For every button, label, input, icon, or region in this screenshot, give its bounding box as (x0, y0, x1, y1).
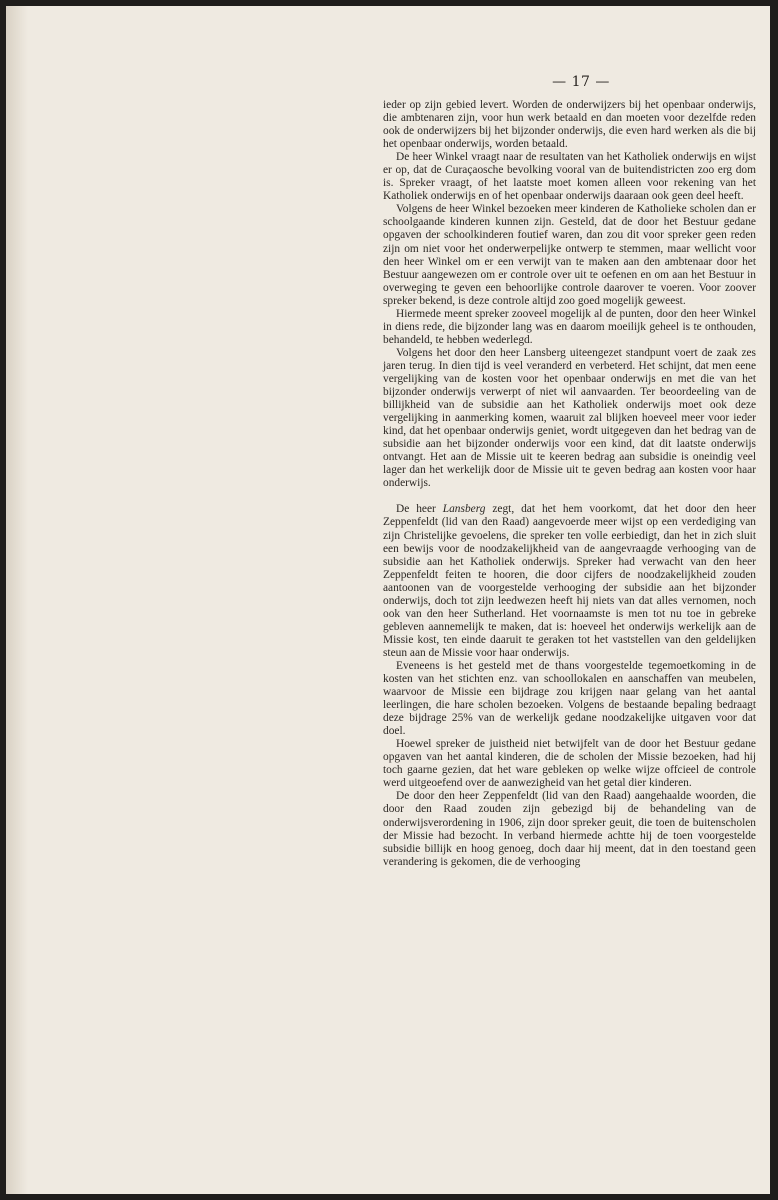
paragraph: Hiermede meent spreker zooveel mogelijk al de punten, door den heer Winkel in diens rede, die bijzonder lang was en daarom moeilijk geheel is te onthouden, behandeld, te hebben wederlegd. (383, 307, 756, 346)
paragraph: Volgens de heer Winkel bezoeken meer kinderen de Katholieke scholen dan er schoolgaande kinderen kunnen zijn. Gesteld, dat de door het Bestuur gedane opgaven der schoolkinderen foutief waren, dan zou dit voor spreker geen reden zijn om niet voor het onderwerpelijke ontwerp te stemmen, maar wellicht voor den heer Winkel om er een verwijt van te maken aan den ambtenaar door het Bestuur aangewezen om er controle over uit te oefenen en om aan het Bestuur in overweging te geven een behoorlijke controle daarover te voeren. Voor zoover spreker bekend, is deze controle altijd zoo goed mogelijk geweest. (383, 203, 756, 307)
paragraph: Eveneens is het gesteld met de thans voorgestelde tegemoetkoming in de kosten van het stichten enz. van schoollokalen en aanschaffen van meubelen, waarvoor de Missie een bijdrage zou krijgen naar gelang van het aantal leerlingen, die hare scholen bezoeken. Volgens de bestaande bepaling bedraagt deze bijdrage 25% van de werkelijk gedane noodzakelijke uitgaven voor dat doel. (383, 659, 756, 738)
paragraph: Hoewel spreker de juistheid niet betwijfelt van de door het Bestuur gedane opgaven van het aantal kinderen, die de scholen der Missie bezoeken, had hij toch gaarne gezien, dat het ware gebleken op welke wijze offcieel de controle werd uitgeoefend over de aanwezigheid van het getal dier kinderen. (383, 738, 756, 790)
body-text (383, 99, 756, 869)
paragraph: Volgens het door den heer Lansberg uiteengezet standpunt voert de zaak zes jaren terug. In dien tijd is veel veranderd en verbeterd. Het schijnt, dat men eene vergelijking van de kosten voor het openbaar onderwijs en met die van het bijzonder onderwijs verwerpt of niet wil aanvaarden. Ter beoordeeling van de billijkheid van de subsidie aan het Katholiek onderwijs moet ook deze vergelijking in aanmerking komen, waaruit zal blijken hoeveel meer voor ieder kind, dat het openbaar onderwijs geniet, wordt uitgegeven dan het bedrag van de subsidie aan het bijzonder onderwijs voor een kind, dat dit laatste onderwijs ontvangt. Het aan de Missie uit te keeren bedrag aan subsidie is oneindig veel lager dan het werkelijk door de Missie uit te geven bedrag aan kosten voor haar onderwijs. (383, 346, 756, 490)
page-number: — 17 — (552, 74, 610, 90)
page-fold-shadow (6, 6, 28, 1194)
speaker-name: Lansberg (442, 503, 486, 516)
paragraph: ieder op zijn gebied levert. Worden de onderwijzers bij het openbaar onderwijs, die ambtenaren zijn, voor hun werk betaald en dan moeten voor dezelfde reden ook de onderwijzers bij het bijzonder onderwijs, die even hard werken als die bij het openbaar onderwijs, worden betaald. (383, 99, 756, 151)
document-page (6, 6, 770, 1194)
paragraph: De door den heer Zeppenfeldt (lid van den Raad) aangehaalde woorden, die door den Raad zouden zijn gebezigd bij de behandeling van de onderwijsverordening in 1906, zijn door spreker geuit, die toen de buitenscholen der Missie had bezocht. In verband hiermede achtte hij de toen voorgestelde subsidie billijk en hoog genoeg, doch daar hij meent, dat in den toestand geen verandering is gekomen, die de verhooging (383, 790, 756, 868)
speech-text: zegt, dat het hem voorkomt, dat het door den heer Zeppenfeldt (lid van den Raad) aangevoerde meer wijst op een verdediging van zijn Christelijke gevoelens, die spreker ten volle eerbiedigt, dan het in zich sluit een bewijs voor de noodzakelijkheid van de aangevraagde verhooging van de subsidie aan het Katholiek onderwijs. Spreker had verwacht van den heer Zeppenfeldt feiten te hooren, die door cijfers de noodzakelijkheid zouden aantoonen van de voorgestelde verhooging der subsidie aan het bijzonder onderwijs, doch tot zijn leedwezen heeft hij niets van dat alles vernomen, noch ook van den heer Sutherland. Het voornaamste is men tot nu toe in gebreke gebleven aannemelijk te maken, dat is: hoeveel het onderwijs werkelijk aan de Missie kost, ten einde daaruit te geraken tot het vaststellen van den geldelijken steun aan de Missie voor haar onderwijs. (383, 503, 757, 659)
lansberg-speech-paragraph (383, 503, 756, 660)
speech-prefix: De heer (396, 503, 443, 516)
paragraph: De heer Winkel vraagt naar de resultaten van het Katholiek onderwijs en wijst er op, dat de Curaçaosche bevolking vooral van de buitendistricten zoo erg dom is. Spreker vraagt, of het laatste moet komen alleen voor rekening van het Katholiek onderwijs en of het openbaar onderwijs daaraan ook geen deel heeft. (383, 151, 756, 203)
